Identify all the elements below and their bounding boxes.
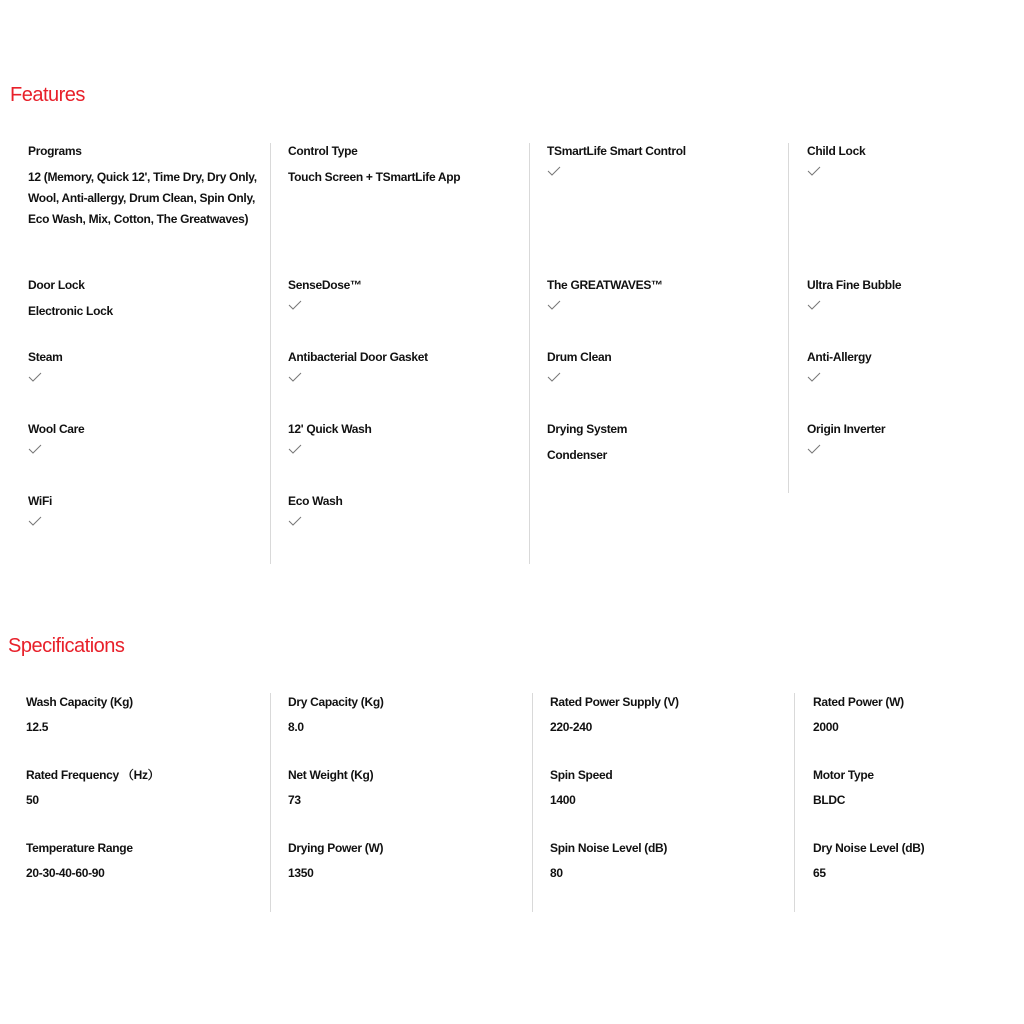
check-icon	[547, 299, 561, 311]
feature-value: 12 (Memory, Quick 12', Time Dry, Dry Only, Wool, Anti-allergy, Drum Clean, Spin Only, Eco Wash, Mix, Cotton, The Greatwaves)	[28, 170, 257, 226]
check-icon	[547, 165, 561, 177]
check-icon	[28, 443, 42, 455]
feature-label: 12' Quick Wash	[288, 422, 372, 436]
spec-value: 12.5	[26, 720, 49, 734]
feature-tsmartlife-smart-control	[547, 143, 792, 277]
spec-value: 20-30-40-60-90	[26, 866, 105, 880]
spec-temperature-range	[26, 840, 271, 913]
check-icon	[28, 371, 42, 383]
check-icon	[288, 443, 302, 455]
features-title: Features	[10, 84, 85, 106]
specs-column-2	[288, 694, 533, 913]
features-column-1	[28, 143, 273, 565]
feature-label: Drum Clean	[547, 350, 612, 364]
feature-quick-wash	[288, 421, 533, 493]
feature-label: Anti-Allergy	[807, 350, 872, 364]
spec-value: 73	[288, 793, 301, 807]
spec-value: 50	[26, 793, 39, 807]
feature-value: Electronic Lock	[28, 304, 113, 318]
spec-label: Spin Noise Level (dB)	[550, 841, 668, 855]
specs-column-3	[550, 694, 795, 913]
feature-origin-inverter	[807, 421, 1024, 493]
feature-value: Touch Screen + TSmartLife App	[288, 170, 461, 184]
feature-label: Door Lock	[28, 278, 85, 292]
check-icon	[807, 165, 821, 177]
feature-control-type	[288, 143, 533, 277]
spec-value: 80	[550, 866, 563, 880]
feature-drying-system	[547, 421, 792, 493]
spec-label: Temperature Range	[26, 841, 133, 855]
check-icon	[807, 299, 821, 311]
check-icon	[288, 371, 302, 383]
feature-label: Steam	[28, 350, 63, 364]
feature-label: Antibacterial Door Gasket	[288, 350, 428, 364]
spec-spin-noise-level	[550, 840, 795, 913]
spec-net-weight	[288, 767, 533, 840]
feature-label: Programs	[28, 144, 82, 158]
spec-value: 1400	[550, 793, 576, 807]
spec-value: 2000	[813, 720, 839, 734]
spec-label: Spin Speed	[550, 768, 613, 782]
check-icon	[28, 515, 42, 527]
feature-label: SenseDose™	[288, 278, 362, 292]
check-icon	[807, 443, 821, 455]
feature-greatwaves	[547, 277, 792, 349]
spec-rated-frequency	[26, 767, 271, 840]
specs-column-4	[813, 694, 1024, 913]
feature-anti-allergy	[807, 349, 1024, 421]
feature-label: TSmartLife Smart Control	[547, 144, 686, 158]
feature-label: WiFi	[28, 494, 53, 508]
feature-door-lock	[28, 277, 273, 349]
feature-label: Eco Wash	[288, 494, 343, 508]
spec-label: Motor Type	[813, 768, 874, 782]
spec-label: Drying Power (W)	[288, 841, 384, 855]
spec-rated-power	[813, 694, 1024, 767]
spec-dry-noise-level	[813, 840, 1024, 913]
feature-antibacterial-door-gasket	[288, 349, 533, 421]
spec-label: Rated Power Supply (V)	[550, 695, 679, 709]
spec-spin-speed	[550, 767, 795, 840]
feature-label: Control Type	[288, 144, 358, 158]
spec-value: 65	[813, 866, 826, 880]
spec-label: Rated Frequency （Hz）	[26, 768, 160, 782]
feature-label: Drying System	[547, 422, 628, 436]
specifications-title: Specifications	[8, 635, 125, 657]
features-column-2	[288, 143, 533, 565]
features-column-3	[547, 143, 792, 493]
spec-label: Wash Capacity (Kg)	[26, 695, 133, 709]
feature-label: Origin Inverter	[807, 422, 886, 436]
feature-child-lock	[807, 143, 1024, 277]
feature-wool-care	[28, 421, 273, 493]
feature-wifi	[28, 493, 273, 565]
check-icon	[288, 515, 302, 527]
check-icon	[288, 299, 302, 311]
feature-value: Condenser	[547, 448, 607, 462]
feature-sensedose	[288, 277, 533, 349]
spec-value: 1350	[288, 866, 314, 880]
feature-drum-clean	[547, 349, 792, 421]
feature-steam	[28, 349, 273, 421]
spec-motor-type	[813, 767, 1024, 840]
feature-programs	[28, 143, 273, 277]
spec-rated-power-supply	[550, 694, 795, 767]
spec-wash-capacity	[26, 694, 271, 767]
spec-drying-power	[288, 840, 533, 913]
spec-label: Dry Noise Level (dB)	[813, 841, 925, 855]
feature-label: Ultra Fine Bubble	[807, 278, 902, 292]
feature-label: Wool Care	[28, 422, 85, 436]
check-icon	[807, 371, 821, 383]
feature-ultra-fine-bubble	[807, 277, 1024, 349]
features-column-4	[807, 143, 1024, 493]
specs-column-1	[26, 694, 271, 913]
check-icon	[547, 371, 561, 383]
spec-label: Rated Power (W)	[813, 695, 904, 709]
spec-value: 220-240	[550, 720, 592, 734]
spec-dry-capacity	[288, 694, 533, 767]
spec-label: Net Weight (Kg)	[288, 768, 374, 782]
spec-value: BLDC	[813, 793, 846, 807]
spec-label: Dry Capacity (Kg)	[288, 695, 384, 709]
feature-label: Child Lock	[807, 144, 866, 158]
feature-eco-wash	[288, 493, 533, 565]
spec-value: 8.0	[288, 720, 304, 734]
feature-label: The GREATWAVES™	[547, 278, 663, 292]
